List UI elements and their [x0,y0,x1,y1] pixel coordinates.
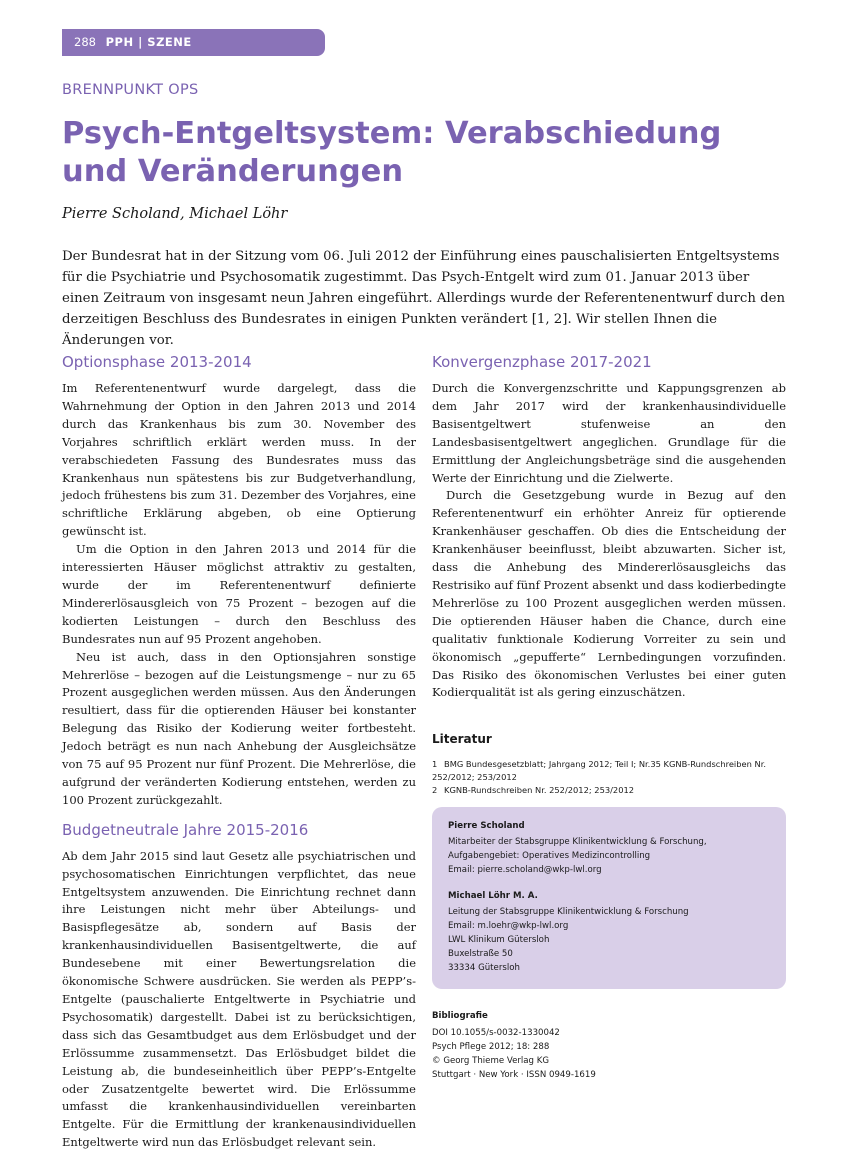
page-number: 288 [74,35,96,49]
author-detail: Aufgabengebiet: Operatives Medizincontrolling [448,851,651,862]
section-label: PPH | SZENE [105,35,192,49]
literature-heading: Literatur [432,732,492,747]
author-name: Michael Löhr M. A. [448,891,538,902]
author-email: Email: pierre.scholand@wkp-lwl.org [448,865,602,876]
reference-item: 1 BMG Bundesgesetzblatt; Jahrgang 2012; Teil I; Nr.35 KGNB-Rundschreiben Nr. 252/2012; 253/2012 [432,759,766,783]
lead-paragraph: Der Bundesrat hat in der Sitzung vom 06. Juli 2012 der Einführung eines pauschalisierten Entgeltsystems für die Psychiatrie und Psychosomatik zugestimmt. Das Psych-Entgelt wird zum 01. Januar 2013 über einen Zeitraum von insgesamt neun Jahren eingeführt. Allerdings wurde der Referentenentwurf durch den derzeitigen Beschluss des Bundesrates in einigen Punkten verändert [1, 2]. Wir stellen Ihnen die Änderungen vor. [62,249,786,348]
section-heading-konvergenzphase: Konvergenzphase 2017-2021 [432,353,652,371]
page-header-tab [62,29,325,56]
kicker: BRENNPUNKT OPS [62,82,199,98]
author-detail: LWL Klinikum Gütersloh [448,935,550,946]
doi: DOI 10.1055/s-0032-1330042 [432,1028,560,1039]
paragraph: Neu ist auch, dass in den Optionsjahren sonstige Mehrerlöse – bezogen auf die Leistungsmenge – nur zu 65 Prozent ausgeglichen werden müssen. Aus den Änderungen resultiert, dass für die optierenden Häuser bei konstanter Belegung das Risiko der Kodierung weiter fortbesteht. Jedoch beträgt es nun nach Anhebung der Ausgleichsätze von 75 auf 95 Prozent nur fünf Prozent. Die Mehrerlöse, die aufgrund der veränderten Kodierung entstehen, werden zu 100 Prozent zurückgezahlt. [62,649,416,807]
section-heading-optionsphase: Optionsphase 2013-2014 [62,353,252,371]
author-info-box [432,807,786,989]
author-detail: Mitarbeiter der Stabsgruppe Klinikentwicklung & Forschung, [448,837,707,848]
journal-citation: Psych Pflege 2012; 18: 288 [432,1042,550,1053]
paragraph: Durch die Gesetzgebung wurde in Bezug auf den Referentenentwurf ein erhöhter Anreiz für optierende Krankenhäuser geschaffen. Ob dies die Entscheidung der Krankenhäuser beeinflusst, bleibt abzuwarten. Sicher ist, dass die Anhebung des Mindererlösausgleichs das Restrisiko auf fünf Prozent absenkt und dass kodierbedingte Mehrerlöse zu 100 Prozent ausgeglichen werden müssen. Die optierenden Häuser haben die Chance, durch eine qualitativ funktionale Kodierung Vorreiter zu sein und ökonomisch „gepufferte“ Lernbedingungen vorzufinden. Das Risiko des ökonomischen Verlustes bei einer guten Kodierqualität ist als gering einzuschätzen. [432,488,786,700]
author-detail: Buxelstraße 50 [448,949,513,960]
article-title: Psych-Entgeltsystem: Verabschiedung und Veränderungen [62,116,722,189]
author-email: Email: m.loehr@wkp-lwl.org [448,921,569,932]
paragraph: Im Referentenentwurf wurde dargelegt, dass die Wahrnehmung der Option in den Jahren 2013 und 2014 durch das Krankenhaus bis zum 30. November des Vorjahres schriftlich erklärt werden muss. In der verabschiedeten Fassung des Bundesrates muss das Krankenhaus nun spätestens bis zur Budgetverhandlung, jedoch frühestens bis zum 31. Dezember des Vorjahres, eine schriftliche Erklärung abgeben, ob eine Optierung gewünscht ist. [62,381,416,539]
author-name: Pierre Scholand [448,821,525,832]
bibliography-block [432,1009,786,1082]
paragraph: Durch die Konvergenzschritte und Kappungsgrenzen ab dem Jahr 2017 wird der krankenhausindividuelle Basisentgeltwert stufenweise an den Landesbasisentgeltwert angeglichen. Grundlage für die Ermittlung der Angleichungsbeträge sind die ausgehenden Werte der Einrichtung und die Zielwerte. [432,381,786,485]
paragraph: Ab dem Jahr 2015 sind laut Gesetz alle psychiatrischen und psychosomatischen Einrichtungen verpflichtet, das neue Entgeltsystem anzuwenden. Die Einrichtung rechnet dann ihre Leistungen nicht mehr über Abteilungs- und Basispflegesätze ab, sondern auf Basis der krankenhausindividuellen Basisentgeltwerte, die auf Bundesebene mit einer Bewertungsrelation die ökonomische Schwere ausdrücken. Sie werden als PEPP’s-Entgelte (pauschalierte Entgeltwerte in Psychiatrie und Psychosomatik) dargestellt. Dabei ist zu berücksichtigen, dass sich das Gesamtbudget aus dem Erlösbudget und der Erlössumme zusammensetzt. Das Erlösbudget bildet die Leistung ab, die bundeseinheitlich über PEPP’s-Entgelte oder Zusatzentgelte bewertet wird. Die Erlössumme umfasst die krankenhausindividuellen vereinbarten Entgelte. Für die Ermittlung der krankenausindividuellen Entgeltwerte wird nun das Erlösbudget relevant sein. [62,848,416,1150]
paragraph: Um die Option in den Jahren 2013 und 2014 für die interessierten Häuser möglichst attraktiv zu gestalten, wurde der im Referentenentwurf definierte Mindererlösausgleich von 75 Prozent – bezogen auf die kodierten Leistungen – durch den Beschluss des Bundesrates nun auf 95 Prozent angehoben. [62,542,416,646]
right-column [432,352,786,1082]
publisher-location: Stuttgart · New York · ISSN 0949-1619 [432,1070,596,1081]
author-detail: 33334 Gütersloh [448,963,520,974]
authors: Pierre Scholand, Michael Löhr [62,206,288,222]
author-detail: Leitung der Stabsgruppe Klinikentwicklung & Forschung [448,907,689,918]
left-column [62,352,416,1152]
bibliography-heading: Bibliografie [432,1011,488,1022]
publisher: © Georg Thieme Verlag KG [432,1056,550,1067]
reference-item: 2 KGNB-Rundschreiben Nr. 252/2012; 253/2012 [432,785,635,796]
section-heading-budgetneutral: Budgetneutrale Jahre 2015-2016 [62,820,309,839]
